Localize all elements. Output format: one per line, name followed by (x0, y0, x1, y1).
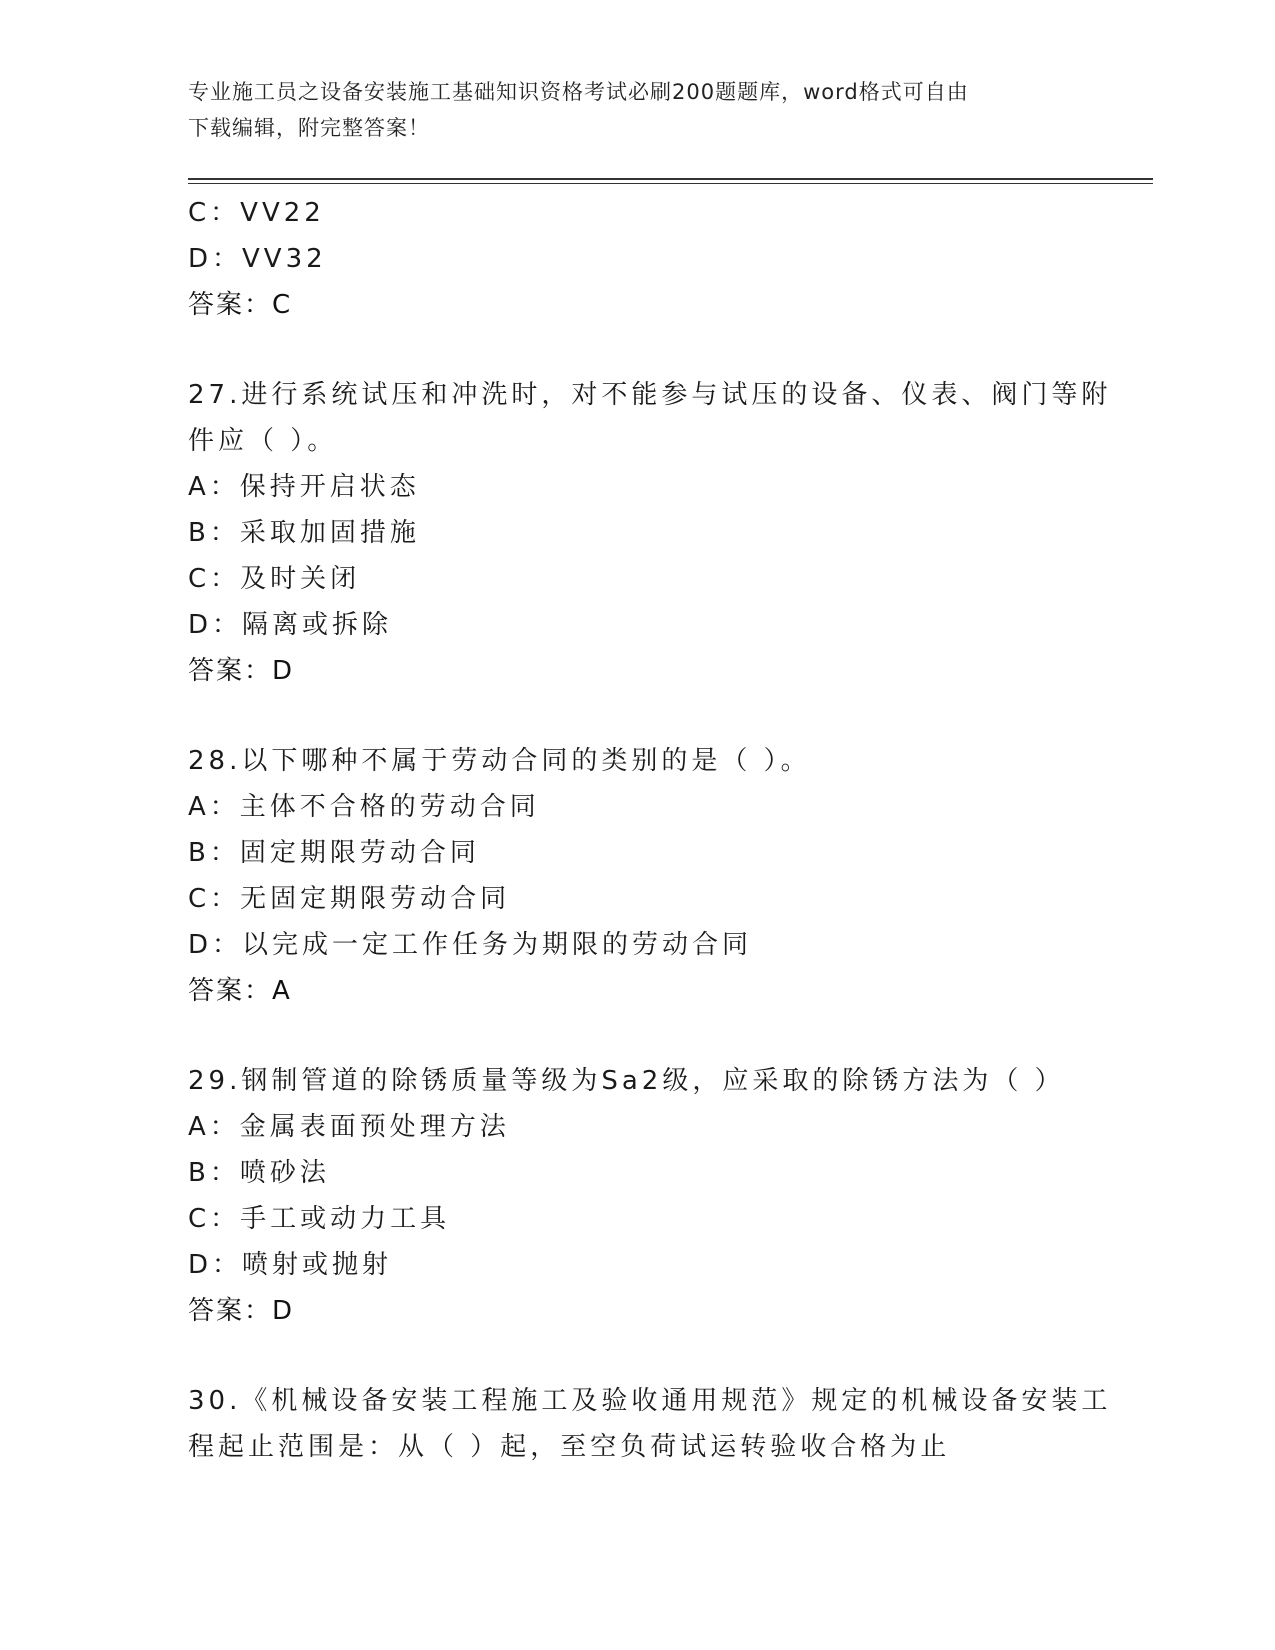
answer: 答案：A (188, 976, 292, 1006)
option-c: C：VV22 (188, 198, 325, 228)
option-d: D：以完成一定工作任务为期限的劳动合同 (188, 930, 753, 960)
header-line-1: 专业施工员之设备安装施工基础知识资格考试必刷200题题库，word格式可自由 (188, 80, 969, 104)
option-b: B：固定期限劳动合同 (188, 838, 480, 868)
option-d: D：喷射或抛射 (188, 1250, 393, 1280)
answer: 答案：C (188, 290, 293, 320)
header-line-2: 下载编辑，附完整答案！ (188, 116, 430, 140)
header-divider-thick (188, 178, 1153, 180)
header-divider-thin (188, 183, 1153, 184)
question-content (188, 190, 1112, 1470)
question-29 (188, 1058, 1088, 1334)
question-stem: 29.钢制管道的除锈质量等级为Sa2级，应采取的除锈方法为（ ） (188, 1066, 1065, 1096)
option-d: D：隔离或拆除 (188, 610, 393, 640)
question-stem: 28.以下哪种不属于劳动合同的类别的是（ ）。 (188, 746, 811, 776)
question-stem: 27.进行系统试压和冲洗时，对不能参与试压的设备、仪表、阀门等附 (188, 380, 1112, 410)
question-stem-continued: 件应（ ）。 (188, 426, 338, 456)
option-d: D：VV32 (188, 244, 327, 274)
answer: 答案：D (188, 1296, 295, 1326)
page-header (188, 74, 1068, 146)
question-stem-continued: 程起止范围是：从（ ）起，至空负荷试运转验收合格为止 (188, 1432, 951, 1462)
option-a: A：保持开启状态 (188, 472, 420, 502)
option-b: B：采取加固措施 (188, 518, 420, 548)
option-c: C：及时关闭 (188, 564, 361, 594)
option-c: C：手工或动力工具 (188, 1204, 451, 1234)
option-b: B：喷砂法 (188, 1158, 330, 1188)
option-c: C：无固定期限劳动合同 (188, 884, 511, 914)
question-28 (188, 738, 1088, 1014)
question-27 (188, 372, 1112, 694)
question-30 (188, 1378, 1112, 1470)
option-a: A：金属表面预处理方法 (188, 1112, 510, 1142)
question-26-tail (188, 190, 1088, 328)
answer: 答案：D (188, 656, 295, 686)
question-stem: 30.《机械设备安装工程施工及验收通用规范》规定的机械设备安装工 (188, 1386, 1112, 1416)
option-a: A：主体不合格的劳动合同 (188, 792, 540, 822)
